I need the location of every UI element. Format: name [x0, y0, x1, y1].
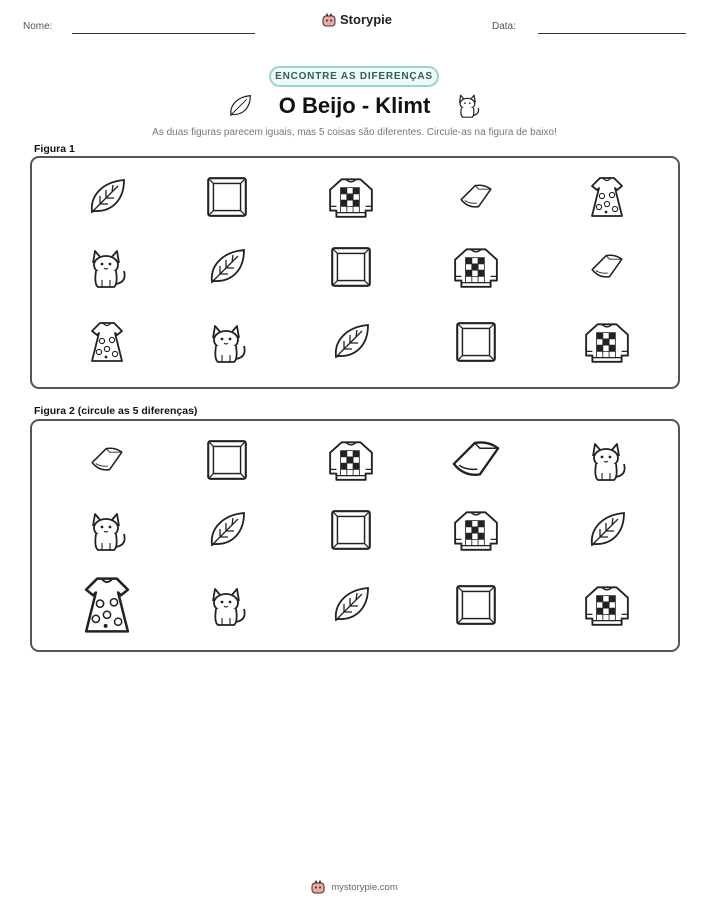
brand-name: Storypie [340, 12, 393, 27]
figure2-label: Figura 2 (circule as 5 diferenças) [34, 405, 198, 417]
date-label: Data: [492, 21, 516, 32]
storypie-logo-icon [322, 13, 336, 27]
cat-icon [204, 319, 250, 365]
cat-icon[interactable] [204, 582, 250, 628]
blanket-icon[interactable] [446, 430, 506, 490]
name-label: Nome: [23, 21, 53, 32]
frame-icon [452, 318, 500, 366]
sweater-icon [583, 318, 631, 366]
sweater-icon [452, 243, 500, 291]
cat-icon [84, 244, 130, 290]
name-field[interactable] [72, 33, 255, 34]
sweater-icon[interactable] [583, 581, 631, 629]
frame-icon [203, 173, 251, 221]
sweater-icon[interactable] [452, 506, 500, 554]
page-title: O Beijo - Klimt [278, 93, 431, 118]
blanket-icon [456, 177, 496, 217]
activity-badge: ENCONTRE AS DIFERENÇAS [269, 66, 439, 87]
footer [0, 880, 709, 894]
sweater-icon [327, 173, 375, 221]
instructions: As duas figuras parecem iguais, mas 5 coisas são diferentes. Circule-as na figura de baixo! [152, 127, 557, 138]
leaf-icon [84, 174, 130, 220]
figure1-panel [30, 156, 680, 389]
blanket-icon[interactable] [87, 440, 127, 480]
frame-icon[interactable] [203, 436, 251, 484]
dress-icon[interactable] [75, 573, 139, 637]
cat-icon [454, 90, 482, 125]
cat-icon[interactable] [584, 437, 630, 483]
leaf-icon [204, 244, 250, 290]
leaf-icon[interactable] [204, 507, 250, 553]
sweater-icon[interactable] [327, 436, 375, 484]
dress-icon [584, 174, 630, 220]
frame-icon[interactable] [452, 581, 500, 629]
figure2-panel[interactable] [30, 419, 680, 652]
brand [322, 12, 392, 27]
frame-icon [327, 243, 375, 291]
date-field[interactable] [538, 33, 686, 34]
figure1-label: Figura 1 [34, 143, 75, 155]
footer-site: mystorypie.com [331, 881, 398, 893]
leaf-icon[interactable] [584, 507, 630, 553]
storypie-logo-icon [311, 880, 325, 894]
cat-icon[interactable] [84, 507, 130, 553]
blanket-icon [587, 247, 627, 287]
frame-icon[interactable] [327, 506, 375, 554]
dress-icon [84, 319, 130, 365]
leaf-icon[interactable] [328, 582, 374, 628]
leaf-icon [328, 319, 374, 365]
